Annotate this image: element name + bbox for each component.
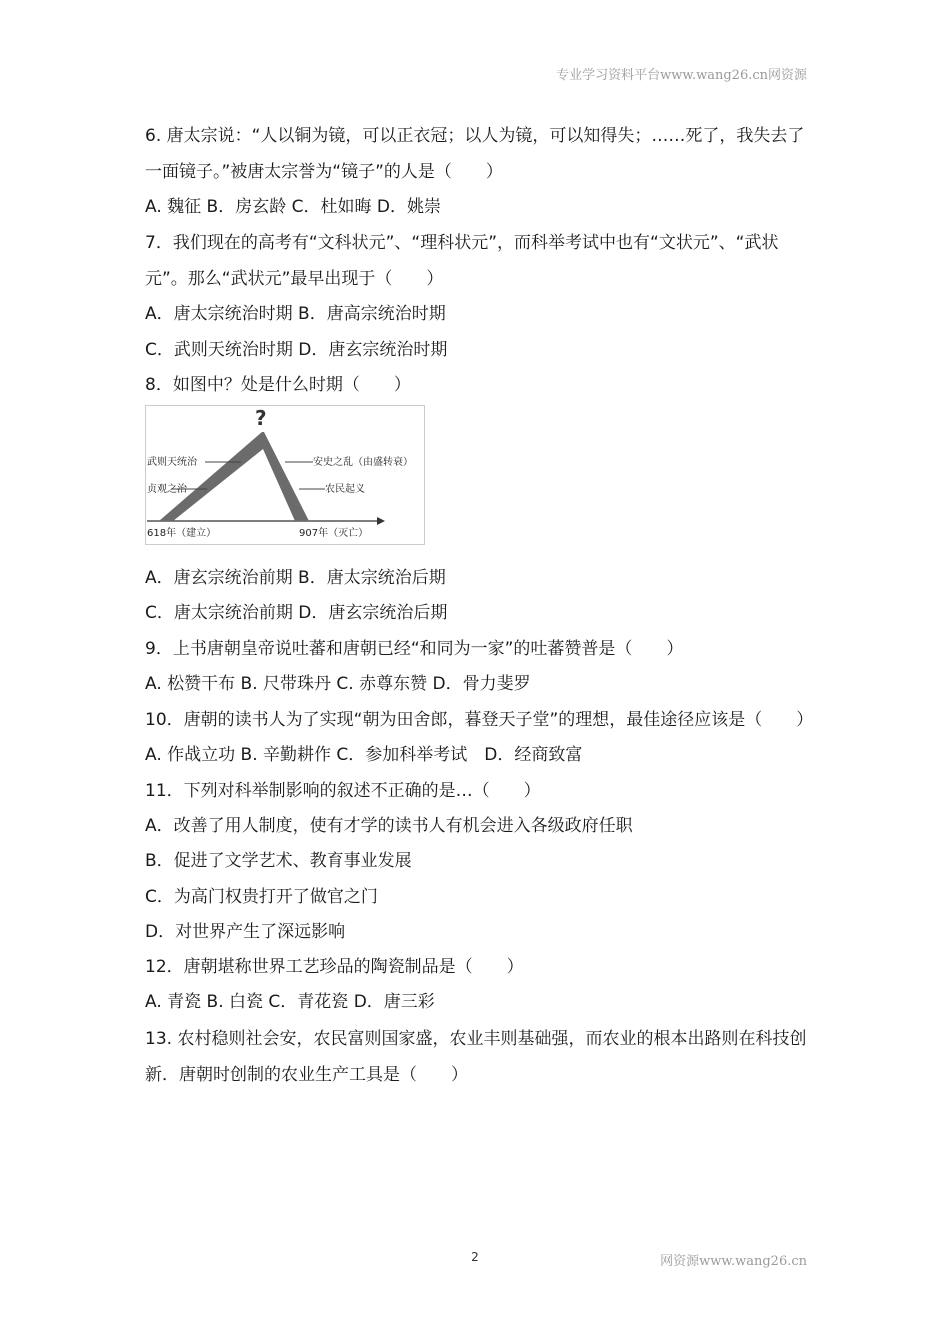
question-9-options: A. 松赞干布 B. 尺带珠丹 C. 赤尊东赞 D．骨力斐罗	[145, 674, 531, 695]
question-7	[145, 225, 810, 368]
page-number: 2	[471, 1250, 479, 1264]
question-11-option-c: C．为高门权贵打开了做官之门	[145, 886, 378, 907]
question-6-options: A. 魏征 B．房玄龄 C．杜如晦 D．姚崇	[145, 197, 441, 217]
question-11-option-b: B．促进了文学艺术、教育事业发展	[145, 851, 412, 872]
question-8-stem: 8．如图中？处是什么时期（ ）	[145, 374, 411, 395]
question-10-options: A. 作战立功 B. 辛勤耕作 C．参加科举考试 D．经商致富	[145, 745, 583, 766]
question-6	[145, 118, 810, 225]
question-content	[145, 118, 814, 1093]
question-11-option-a: A．改善了用人制度，使有才学的读书人有机会进入各级政府任职	[145, 815, 633, 836]
question-8-options-ab: A．唐玄宗统治前期 B．唐太宗统治后期	[145, 568, 446, 589]
question-13-stem: 13. 农村稳则社会安，农民富则国家盛，农业丰则基础强，而农业的根本出路则在科技创新．唐朝时创制的农业生产工具是（ ）	[145, 1028, 807, 1085]
label-wu-zetian: 武则天统治	[147, 457, 197, 469]
question-7-stem: 7．我们现在的高考有“文科状元”、“理科状元”，而科举考试中也有“文状元”、“武状元”。那么“武状元”最早出现于（ ）	[145, 233, 779, 290]
question-11-option-d: D．对世界产生了深远影响	[145, 921, 346, 942]
page-header-source: 专业学习资料平台www.wang26.cn网资源	[556, 68, 807, 83]
label-peasant-uprising: 农民起义	[325, 484, 365, 496]
question-8-options-cd: C．唐太宗统治前期 D．唐玄宗统治后期	[145, 603, 448, 624]
question-11	[145, 774, 810, 950]
question-13	[145, 1021, 810, 1093]
question-8	[145, 368, 810, 632]
question-9-stem: 9．上书唐朝皇帝说吐蕃和唐朝已经“和同为一家”的吐蕃赞普是（ ）	[145, 638, 684, 659]
question-10	[145, 702, 814, 773]
question-10-stem: 10．唐朝的读书人为了实现“朝为田舍郎，暮登天子堂”的理想，最佳途径应该是（ ）	[145, 710, 814, 731]
question-12	[145, 950, 810, 1021]
page-footer-source: 网资源www.wang26.cn	[660, 1254, 807, 1269]
question-7-options-cd: C．武则天统治时期 D．唐玄宗统治时期	[145, 339, 448, 360]
question-9	[145, 632, 810, 703]
question-12-options: A. 青瓷 B. 白瓷 C．青花瓷 D．唐三彩	[145, 992, 435, 1013]
rise-fall-shape	[159, 432, 309, 521]
label-907: 907年（灭亡）	[299, 528, 369, 540]
question-12-stem: 12．唐朝堪称世界工艺珍品的陶瓷制品是（ ）	[145, 957, 524, 978]
question-6-stem: 6. 唐太宗说：“人以铜为镜，可以正衣冠；以人为镜，可以知得失；……死了，我失去了一面镜子。”被唐太宗誉为“镜子”的人是（ ）	[145, 126, 805, 182]
label-zhenguan: 贞观之治	[147, 484, 187, 496]
tang-dynasty-diagram	[145, 405, 425, 545]
question-11-stem: 11．下列对科举制影响的叙述不正确的是…（ ）	[145, 780, 541, 801]
diagram-question-mark: ?	[255, 406, 267, 431]
question-7-options-ab: A．唐太宗统治时期 B．唐高宗统治时期	[145, 304, 446, 325]
label-an-shi-rebellion: 安史之乱（由盛转衰）	[313, 457, 413, 469]
timeline-arrow	[377, 517, 385, 525]
tang-dynasty-diagram-svg	[145, 405, 425, 545]
label-618: 618年（建立）	[147, 528, 217, 540]
